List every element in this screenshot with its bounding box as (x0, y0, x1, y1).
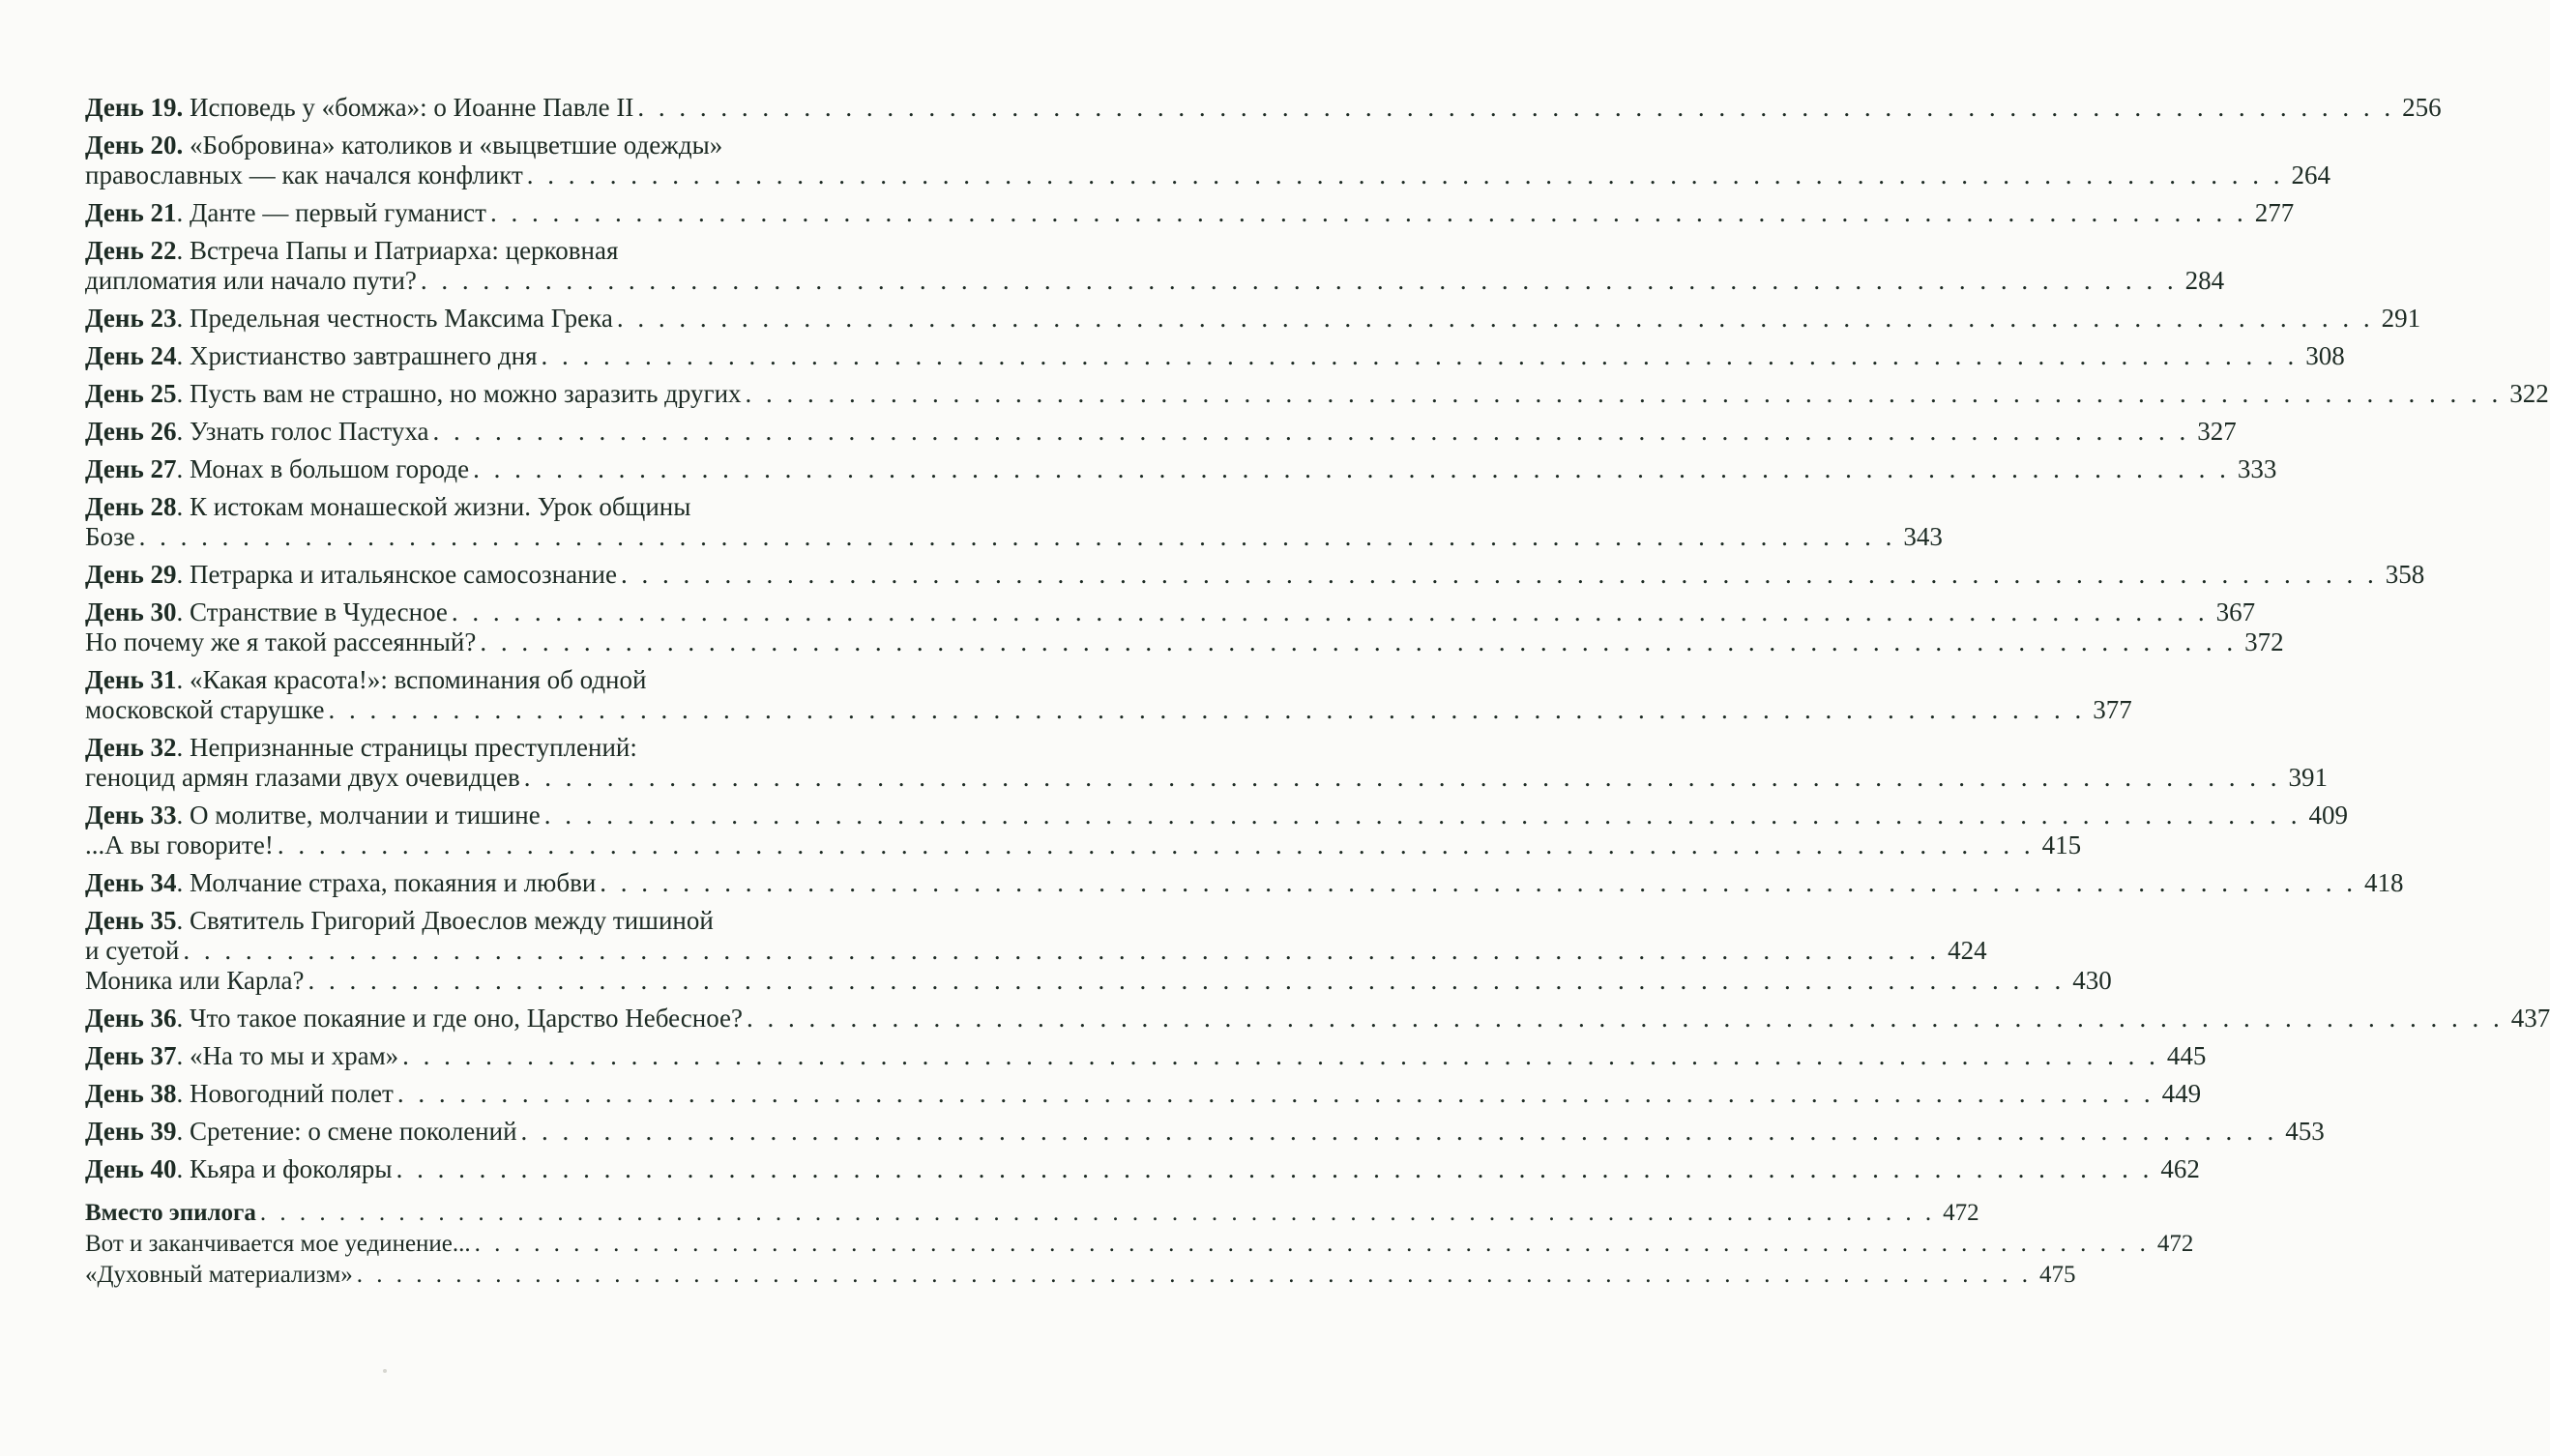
dot-leader: . . . . . . . . . . . . . . . . . . . . . . . . . . . . . . . . . . . . . . . . . . . . . . . . . . . . . . . . . . . . . . . . . . . . . . . . . . . . . . . . . . . . . (523, 763, 2281, 792)
day-label: День 35 (85, 906, 177, 935)
toc-entry-day-24: День 24. Христианство завтрашнего дня . . . . . . . . . . . . . . . . . . . . . . . . . . . . . . . . . . . . . . . . . . . . . . . . . . . . . . . . . . . . . . . . . . . . . . . . . . . . . . . . . . . . . 308 (85, 341, 2345, 370)
dot-leader: . . . . . . . . . . . . . . . . . . . . . . . . . . . . . . . . . . . . . . . . . . . . . . . . . . . . . . . . . . . . . . . . . . . . . . . . . . . . . . . . . . . . . (621, 560, 2378, 589)
toc-entry-day-27: День 27. Монах в большом городе . . . . . . . . . . . . . . . . . . . . . . . . . . . . . . . . . . . . . . . . . . . . . . . . . . . . . . . . . . . . . . . . . . . . . . . . . . . . . . . . . . . . . 333 (85, 454, 2277, 483)
dot-leader: . . . . . . . . . . . . . . . . . . . . . . . . . . . . . . . . . . . . . . . . . . . . . . . . . . . . . . . . . . . . . . . . . . . . . . . . . . . . . . . . . . . . . (432, 417, 2190, 446)
dot-leader: . . . . . . . . . . . . . . . . . . . . . . . . . . . . . . . . . . . . . . . . . . . . . . . . . . . . . . . . . . . . . . . . . . . . . . . . . . . . . . . . . . . . . (138, 522, 1896, 551)
page-number: 291 (2381, 304, 2421, 333)
entry-title: «На то мы и храм» (189, 1041, 399, 1070)
page-number: 445 (2166, 1041, 2207, 1070)
entry-title: Молчание страха, покаяния и любви (189, 868, 597, 897)
page-number: 453 (2285, 1117, 2325, 1146)
dot-leader: . . . . . . . . . . . . . . . . . . . . . . . . . . . . . . . . . . . . . . . . . . . . . . . . . . . . . . . . . . . . . . . . . . . . . . . . . . . . . . . . . . . . . (474, 1231, 2150, 1257)
day-label: День 21 (85, 198, 177, 227)
day-label: День 19. (85, 93, 184, 122)
dot-leader: . . . . . . . . . . . . . . . . . . . . . . . . . . . . . . . . . . . . . . . . . . . . . . . . . . . . . . . . . . . . . . . . . . . . . . . . . . . . . . . . . . . . . (402, 1041, 2159, 1070)
page-number: 472 (1943, 1200, 1979, 1226)
toc-entry-day-33: День 33. О молитве, молчании и тишине . . . . . . . . . . . . . . . . . . . . . . . . . . . . . . . . . . . . . . . . . . . . . . . . . . . . . . . . . . . . . . . . . . . . . . . . . . . . . . . . . . . . . 409 (85, 801, 2348, 830)
toc-entry-day-19 (85, 93, 2442, 123)
page-number: 343 (1903, 522, 1943, 551)
day-label: День 24 (85, 341, 177, 370)
toc-entry-day-22: День 22. Встреча Папы и Патриарха: церковная дипломатия или начало пути? . . . . . . . . . . . . . . . . . . . . . . . . . . . . . . . . . . . . . . . . . . . . . . . . . . . . . . . . . . . . . . . . . . . . . . . . . . . . . . . . . . . . . 284 (85, 236, 2225, 295)
entry-title: Бозе (85, 522, 135, 551)
entry-title: Моника или Карла? (85, 966, 305, 995)
dot-leader: . . . . . . . . . . . . . . . . . . . . . . . . . . . . . . . . . . . . . . . . . . . . . . . . . . . . . . . . . . . . . . . . . . . . . . . . . . . . . . . . . . . . . (520, 1117, 2278, 1146)
table-of-contents (85, 93, 2550, 1293)
entry-title: «Духовный материализм» (85, 1262, 353, 1288)
entry-title: Пусть вам не страшно, но можно заразить других (189, 379, 742, 408)
toc-entry-day-23: День 23. Предельная честность Максима Грека . . . . . . . . . . . . . . . . . . . . . . . . . . . . . . . . . . . . . . . . . . . . . . . . . . . . . . . . . . . . . . . . . . . . . . . . . . . . . . . . . . . . . 291 (85, 304, 2421, 333)
day-label: День 25 (85, 379, 177, 408)
day-label: День 39 (85, 1117, 177, 1146)
day-label: День 27 (85, 454, 177, 483)
entry-title: ...А вы говорите! (85, 830, 274, 859)
toc-entry-day-26: День 26. Узнать голос Пастуха . . . . . . . . . . . . . . . . . . . . . . . . . . . . . . . . . . . . . . . . . . . . . . . . . . . . . . . . . . . . . . . . . . . . . . . . . . . . . . . . . . . . . 327 (85, 417, 2237, 446)
toc-entry-day-36: День 36. Что такое покаяние и где оно, Царство Небесное? . . . . . . . . . . . . . . . . . . . . . . . . . . . . . . . . . . . . . . . . . . . . . . . . . . . . . . . . . . . . . . . . . . . . . . . . . . . . . . . . . . . . . 437 (85, 1004, 2550, 1033)
entry-title-line1: Встреча Папы и Патриарха: церковная (189, 236, 619, 265)
toc-entry-day-28: День 28. К истокам монашеской жизни. Урок общины Бозе . . . . . . . . . . . . . . . . . . . . . . . . . . . . . . . . . . . . . . . . . . . . . . . . . . . . . . . . . . . . . . . . . . . . . . . . . . . . . . . . . . . . . 343 (85, 492, 1943, 551)
entry-title-line1: Святитель Григорий Двоеслов между тишиной (189, 906, 714, 935)
entry-title: Что такое покаяние и где оно, Царство Небесное? (189, 1004, 744, 1033)
dot-leader: . . . . . . . . . . . . . . . . . . . . . . . . . . . . . . . . . . . . . . . . . . . . . . . . . . . . . . . . . . . . . . . . . . . . . . . . . . . . . . . . . . . . . (277, 830, 2035, 859)
toc-entry-day-40: День 40. Кьяра и фоколяры . . . . . . . . . . . . . . . . . . . . . . . . . . . . . . . . . . . . . . . . . . . . . . . . . . . . . . . . . . . . . . . . . . . . . . . . . . . . . . . . . . . . . 462 (85, 1154, 2200, 1183)
entry-title: Кьяра и фоколяры (189, 1154, 393, 1183)
toc-entry-day-25: День 25. Пусть вам не страшно, но можно заразить других . . . . . . . . . . . . . . . . . . . . . . . . . . . . . . . . . . . . . . . . . . . . . . . . . . . . . . . . . . . . . . . . . . . . . . . . . . . . . . . . . . . . . 322 (85, 379, 2549, 408)
page-number: 327 (2197, 417, 2237, 446)
toc-subentry (85, 627, 2284, 657)
epilogue-title: Вместо эпилога (85, 1200, 256, 1226)
entry-title-line1: «Какая красота!»: вспоминания об одной (189, 665, 647, 694)
page-number: 256 (2402, 93, 2442, 122)
day-label: День 37 (85, 1041, 177, 1070)
dot-leader: . . . . . . . . . . . . . . . . . . . . . . . . . . . . . . . . . . . . . . . . . . . . . . . . . . . . . . . . . . . . . . . . . . . . . . . . . . . . . . . . . . . . . (183, 936, 1941, 965)
page-number: 462 (2160, 1154, 2200, 1183)
toc-subentry (85, 830, 2082, 860)
toc-entry-day-34: День 34. Молчание страха, покаяния и любви . . . . . . . . . . . . . . . . . . . . . . . . . . . . . . . . . . . . . . . . . . . . . . . . . . . . . . . . . . . . . . . . . . . . . . . . . . . . . . . . . . . . . 418 (85, 868, 2404, 897)
entry-title: Сретение: о смене поколений (189, 1117, 517, 1146)
page-number: 322 (2509, 379, 2549, 408)
page-number: 372 (2244, 627, 2284, 656)
dot-leader: . . . . . . . . . . . . . . . . . . . . . . . . . . . . . . . . . . . . . . . . . . . . . . . . . . . . . . . . . . . . . . . . . . . . . . . . . . . . . . . . . . . . . (356, 1262, 2032, 1288)
page-number: 415 (2041, 830, 2082, 859)
entry-title: дипломатия или начало пути? (85, 266, 417, 295)
toc-epilogue-item (85, 1231, 2194, 1258)
entry-title: православных — как начался конфликт (85, 160, 523, 189)
entry-title: Петрарка и итальянское самосознание (189, 560, 617, 589)
page-number: 391 (2288, 763, 2328, 792)
entry-title: московской старушке (85, 695, 325, 724)
page-number: 424 (1948, 936, 1987, 965)
toc-entry-day-37: День 37. «На то мы и храм» . . . . . . . . . . . . . . . . . . . . . . . . . . . . . . . . . . . . . . . . . . . . . . . . . . . . . . . . . . . . . . . . . . . . . . . . . . . . . . . . . . . . . 445 (85, 1041, 2207, 1070)
paper-speck (383, 1369, 387, 1373)
toc-entry-day-20 (85, 131, 2331, 190)
page-number: 449 (2161, 1079, 2202, 1108)
day-label: День 32 (85, 733, 177, 762)
toc-epilogue-heading (85, 1200, 1979, 1227)
toc-entry-day-30: День 30. Странствие в Чудесное . . . . . . . . . . . . . . . . . . . . . . . . . . . . . . . . . . . . . . . . . . . . . . . . . . . . . . . . . . . . . . . . . . . . . . . . . . . . . . . . . . . . . 367 (85, 597, 2256, 626)
toc-epilogue-item (85, 1262, 2076, 1289)
entry-title-line1: Непризнанные страницы преступлений: (189, 733, 637, 762)
dot-leader: . . . . . . . . . . . . . . . . . . . . . . . . . . . . . . . . . . . . . . . . . . . . . . . . . . . . . . . . . . . . . . . . . . . . . . . . . . . . . . . . . . . . . (420, 266, 2178, 295)
day-label: День 31 (85, 665, 177, 694)
page-number: 358 (2385, 560, 2425, 589)
dot-leader: . . . . . . . . . . . . . . . . . . . . . . . . . . . . . . . . . . . . . . . . . . . . . . . . . . . . . . . . . . . . . . . . . . . . . . . . . . . . . . . . . . . . . (451, 597, 2209, 626)
entry-title: Предельная честность Максима Грека (189, 304, 613, 333)
page-number: 284 (2184, 266, 2225, 295)
entry-title: Новогодний полет (189, 1079, 394, 1108)
page-number: 333 (2237, 454, 2277, 483)
entry-title: Исповедь у «бомжа»: о Иоанне Павле II (189, 93, 634, 122)
page-number: 367 (2215, 597, 2256, 626)
dot-leader: . . . . . . . . . . . . . . . . . . . . . . . . . . . . . . . . . . . . . . . . . . . . . . . . . . . . . . . . . . . . . . . . . . . . . . . . . . . . . . . . . . . . . (308, 966, 2066, 995)
day-label: День 29 (85, 560, 177, 589)
dot-leader: . . . . . . . . . . . . . . . . . . . . . . . . . . . . . . . . . . . . . . . . . . . . . . . . . . . . . . . . . . . . . . . . . . . . . . . . . . . . . . . . . . . . . (600, 868, 2358, 897)
page-number: 472 (2156, 1231, 2194, 1257)
day-label: День 38 (85, 1079, 177, 1108)
page-number: 409 (2308, 801, 2348, 830)
day-label: День 28 (85, 492, 177, 521)
day-label: День 30 (85, 597, 177, 626)
page-number: 418 (2364, 868, 2404, 897)
page-number: 264 (2291, 160, 2331, 189)
page-number: 475 (2038, 1262, 2076, 1288)
page-number: 277 (2254, 198, 2295, 227)
entry-title: Но почему же я такой рассеянный? (85, 627, 477, 656)
dot-leader: . . . . . . . . . . . . . . . . . . . . . . . . . . . . . . . . . . . . . . . . . . . . . . . . . . . . . . . . . . . . . . . . . . . . . . . . . . . . . . . . . . . . . (396, 1154, 2154, 1183)
toc-entry-day-32: День 32. Непризнанные страницы преступлений: геноцид армян глазами двух очевидцев . . . . . . . . . . . . . . . . . . . . . . . . . . . . . . . . . . . . . . . . . . . . . . . . . . . . . . . . . . . . . . . . . . . . . . . . . . . . . . . . . . . . . 391 (85, 733, 2328, 792)
dot-leader: . . . . . . . . . . . . . . . . . . . . . . . . . . . . . . . . . . . . . . . . . . . . . . . . . . . . . . . . . . . . . . . . . . . . . . . . . . . . . . . . . . . . . (489, 198, 2247, 227)
toc-entry-day-29: День 29. Петрарка и итальянское самосознание . . . . . . . . . . . . . . . . . . . . . . . . . . . . . . . . . . . . . . . . . . . . . . . . . . . . . . . . . . . . . . . . . . . . . . . . . . . . . . . . . . . . . 358 (85, 560, 2425, 589)
page-number: 430 (2072, 966, 2112, 995)
day-label: День 33 (85, 801, 177, 830)
day-label: День 20. (85, 131, 184, 160)
toc-entry-day-31: День 31. «Какая красота!»: вспоминания об одной московской старушке . . . . . . . . . . . . . . . . . . . . . . . . . . . . . . . . . . . . . . . . . . . . . . . . . . . . . . . . . . . . . . . . . . . . . . . . . . . . . . . . . . . . . 377 (85, 665, 2132, 724)
entry-title: Данте — первый гуманист (189, 198, 486, 227)
day-label: День 22 (85, 236, 177, 265)
day-label: День 36 (85, 1004, 177, 1033)
dot-leader: . . . . . . . . . . . . . . . . . . . . . . . . . . . . . . . . . . . . . . . . . . . . . . . . . . . . . . . . . . . . . . . . . . . . . . . . . . . . . . . . . . . . . (541, 341, 2299, 370)
day-label: День 23 (85, 304, 177, 333)
dot-leader: . . . . . . . . . . . . . . . . . . . . . . . . . . . . . . . . . . . . . . . . . . . . . . . . . . . . . . . . . . . . . . . . . . . . . . . . . . . . . . . . . . . . . (526, 160, 2284, 189)
toc-entry-day-35: День 35. Святитель Григорий Двоеслов между тишиной и суетой . . . . . . . . . . . . . . . . . . . . . . . . . . . . . . . . . . . . . . . . . . . . . . . . . . . . . . . . . . . . . . . . . . . . . . . . . . . . . . . . . . . . . 424 (85, 906, 1987, 965)
entry-title: Христианство завтрашнего дня (189, 341, 538, 370)
entry-title: Странствие в Чудесное (189, 597, 448, 626)
dot-leader: . . . . . . . . . . . . . . . . . . . . . . . . . . . . . . . . . . . . . . . . . . . . . . . . . . . . . . . . . . . . . . . . . . . . . . . . . . . . . . . . . . . . . (473, 454, 2230, 483)
entry-title: О молитве, молчании и тишине (189, 801, 541, 830)
dot-leader: . . . . . . . . . . . . . . . . . . . . . . . . . . . . . . . . . . . . . . . . . . . . . . . . . . . . . . . . . . . . . . . . . . . . . . . . . . . . . . . . . . . . . (637, 93, 2395, 122)
dot-leader: . . . . . . . . . . . . . . . . . . . . . . . . . . . . . . . . . . . . . . . . . . . . . . . . . . . . . . . . . . . . . . . . . . . . . . . . . . . . . . . . . . . . . (616, 304, 2374, 333)
toc-entry-day-39: День 39. Сретение: о смене поколений . . . . . . . . . . . . . . . . . . . . . . . . . . . . . . . . . . . . . . . . . . . . . . . . . . . . . . . . . . . . . . . . . . . . . . . . . . . . . . . . . . . . . 453 (85, 1117, 2325, 1146)
toc-entry-day-38: День 38. Новогодний полет . . . . . . . . . . . . . . . . . . . . . . . . . . . . . . . . . . . . . . . . . . . . . . . . . . . . . . . . . . . . . . . . . . . . . . . . . . . . . . . . . . . . . 449 (85, 1079, 2202, 1108)
dot-leader: . . . . . . . . . . . . . . . . . . . . . . . . . . . . . . . . . . . . . . . . . . . . . . . . . . . . . . . . . . . . . . . . . . . . . . . . . . . . . . . . . . . . . (328, 695, 2086, 724)
entry-title-line1: «Бобровина» католиков и «выцветшие одежды» (189, 131, 723, 160)
entry-title-line1: К истокам монашеской жизни. Урок общины (189, 492, 691, 521)
day-label: День 40 (85, 1154, 177, 1183)
entry-title: геноцид армян глазами двух очевидцев (85, 763, 520, 792)
dot-leader: . . . . . . . . . . . . . . . . . . . . . . . . . . . . . . . . . . . . . . . . . . . . . . . . . . . . . . . . . . . . . . . . . . . . . . . . . . . . . . . . . . . . . (259, 1200, 1936, 1226)
toc-entry-day-21: День 21. Данте — первый гуманист . . . . . . . . . . . . . . . . . . . . . . . . . . . . . . . . . . . . . . . . . . . . . . . . . . . . . . . . . . . . . . . . . . . . . . . . . . . . . . . . . . . . . 277 (85, 198, 2295, 227)
entry-title: Узнать голос Пастуха (189, 417, 429, 446)
day-label: День 34 (85, 868, 177, 897)
entry-title: и суетой (85, 936, 180, 965)
toc-subentry (85, 966, 2112, 996)
dot-leader: . . . . . . . . . . . . . . . . . . . . . . . . . . . . . . . . . . . . . . . . . . . . . . . . . . . . . . . . . . . . . . . . . . . . . . . . . . . . . . . . . . . . . (543, 801, 2301, 830)
entry-title: Вот и заканчивается мое уединение... (85, 1231, 471, 1257)
dot-leader: . . . . . . . . . . . . . . . . . . . . . . . . . . . . . . . . . . . . . . . . . . . . . . . . . . . . . . . . . . . . . . . . . . . . . . . . . . . . . . . . . . . . . (480, 627, 2238, 656)
page-number: 377 (2093, 695, 2132, 724)
page-number: 308 (2305, 341, 2345, 370)
dot-leader: . . . . . . . . . . . . . . . . . . . . . . . . . . . . . . . . . . . . . . . . . . . . . . . . . . . . . . . . . . . . . . . . . . . . . . . . . . . . . . . . . . . . . (396, 1079, 2154, 1108)
day-label: День 26 (85, 417, 177, 446)
page-number: 437 (2510, 1004, 2550, 1033)
dot-leader: . . . . . . . . . . . . . . . . . . . . . . . . . . . . . . . . . . . . . . . . . . . . . . . . . . . . . . . . . . . . . . . . . . . . . . . . . . . . . . . . . . . . . (745, 379, 2503, 408)
dot-leader: . . . . . . . . . . . . . . . . . . . . . . . . . . . . . . . . . . . . . . . . . . . . . . . . . . . . . . . . . . . . . . . . . . . . . . . . . . . . . . . . . . . . . (747, 1004, 2504, 1033)
entry-title: Монах в большом городе (189, 454, 470, 483)
